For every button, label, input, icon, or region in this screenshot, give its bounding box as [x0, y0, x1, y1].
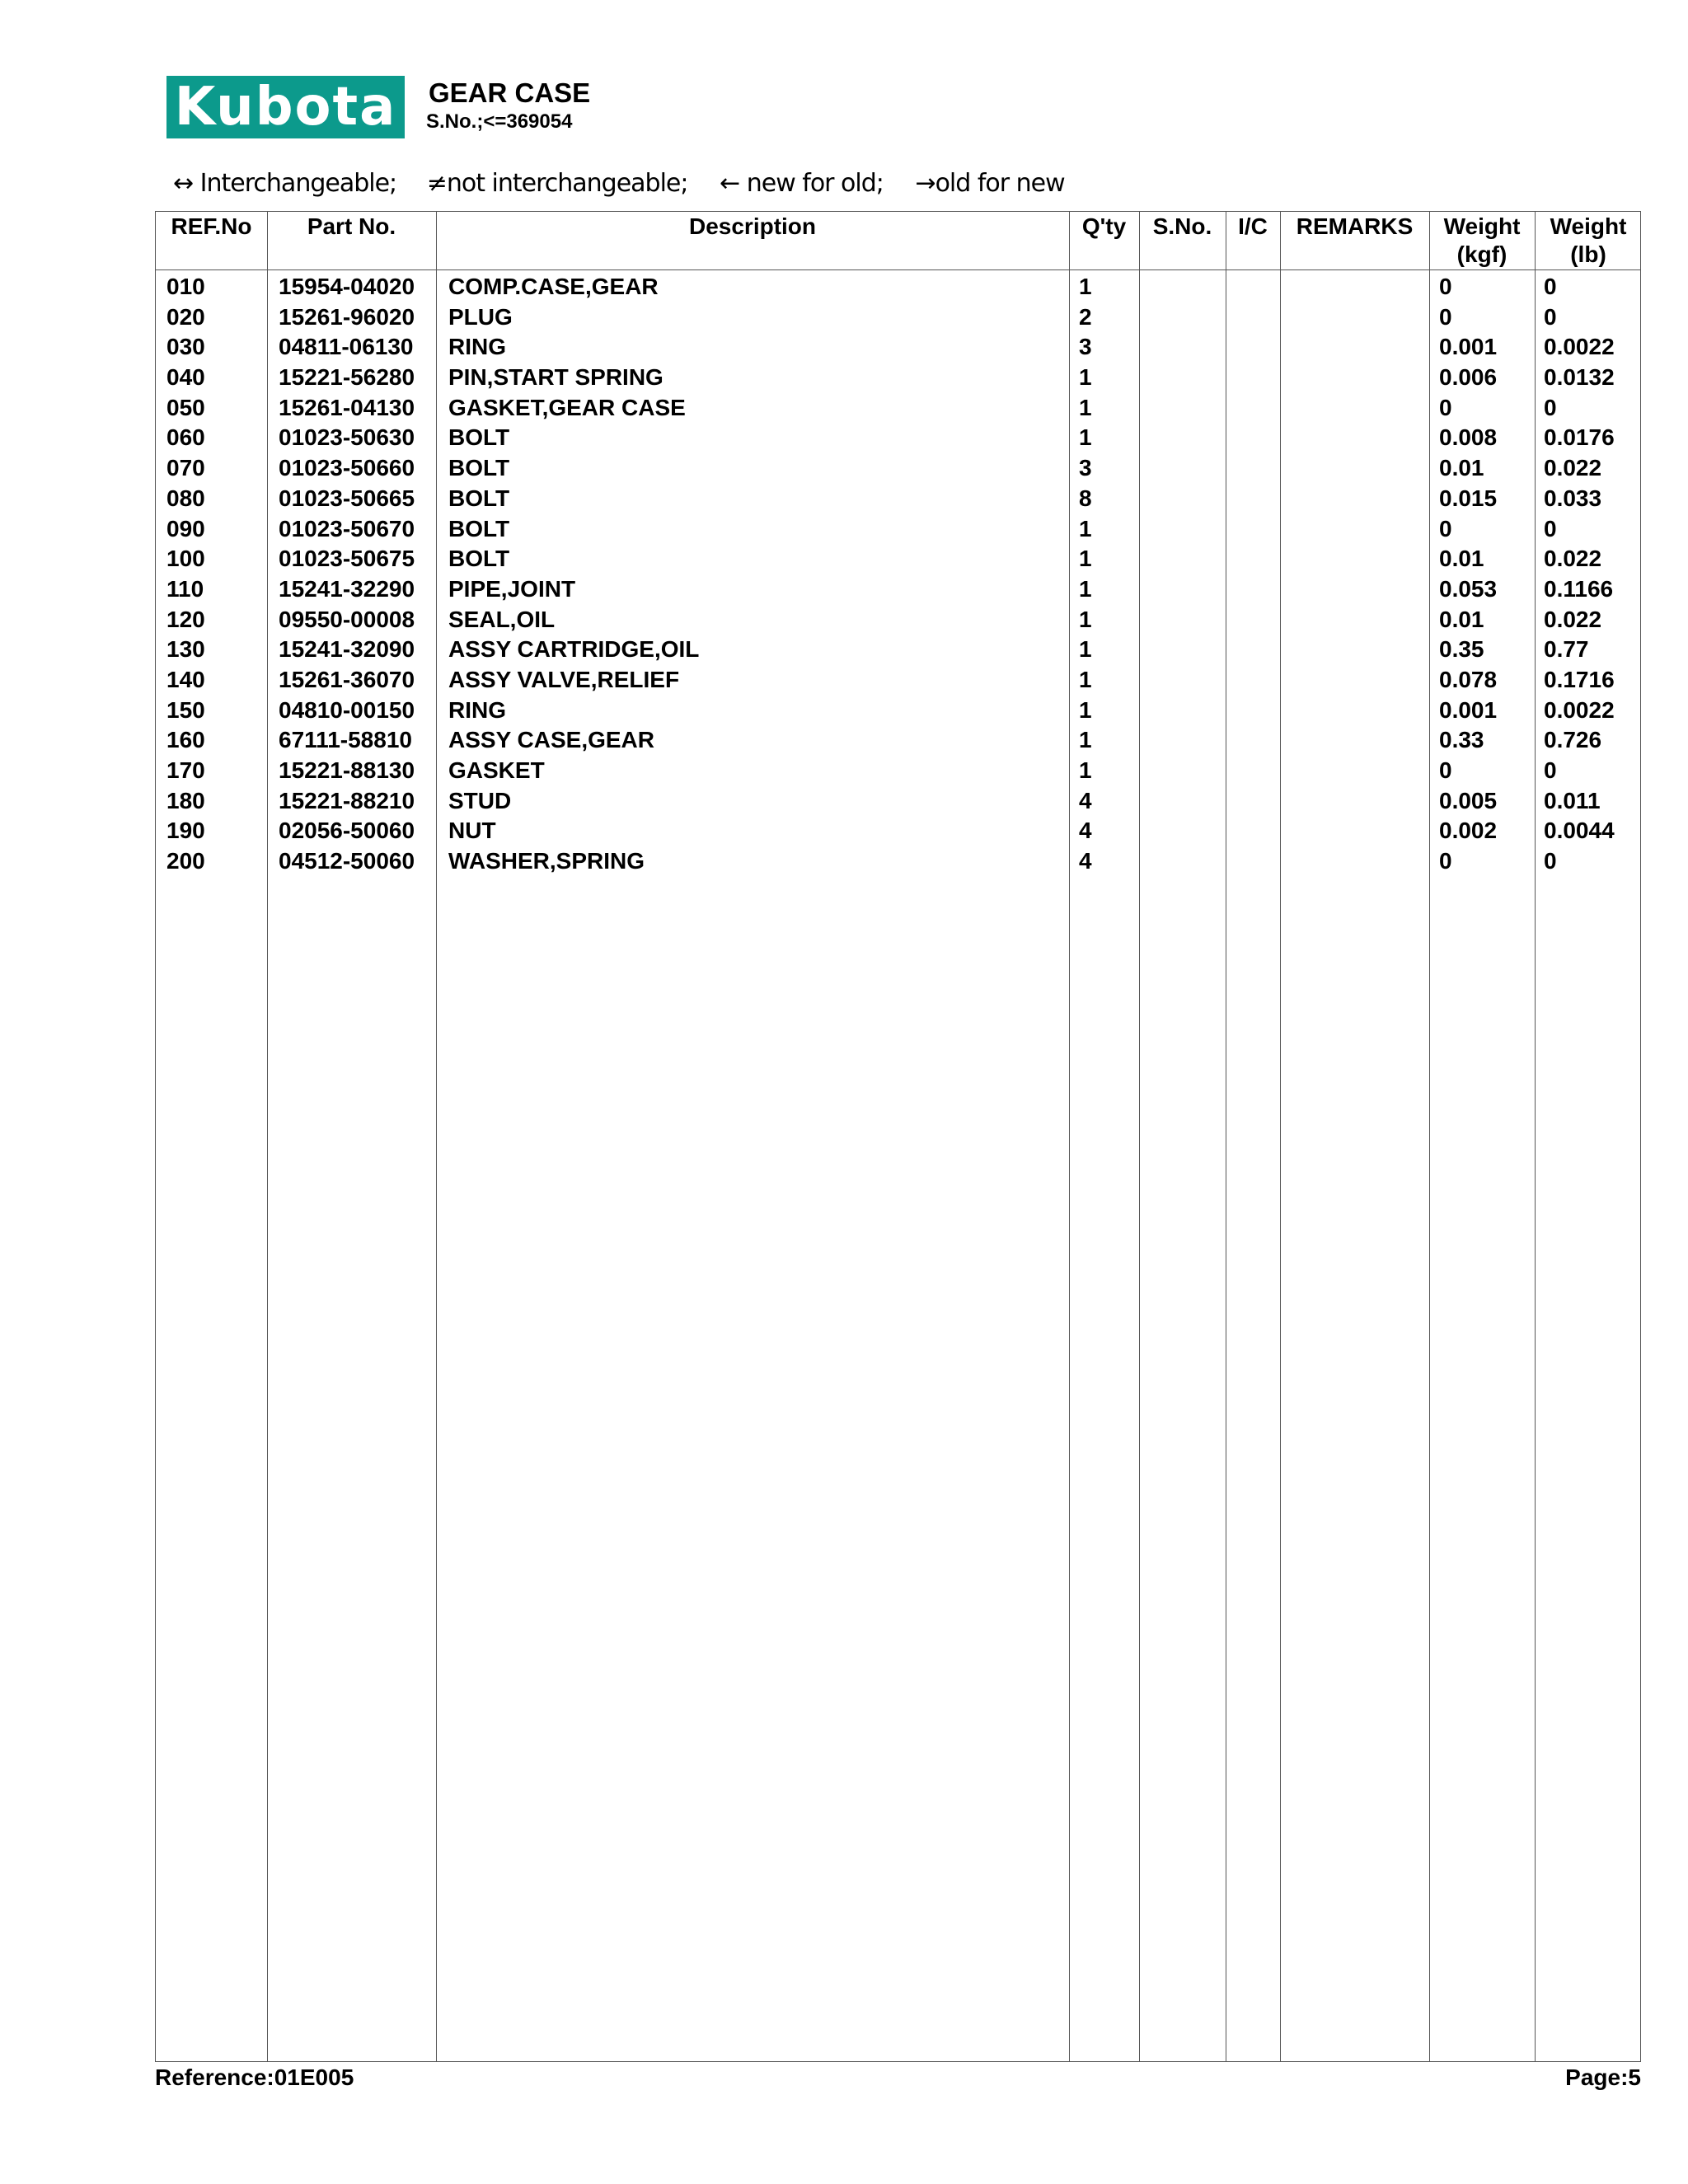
cell-kgf: 0.001 [1439, 334, 1498, 360]
cell-lb: 0.0132 [1544, 364, 1615, 391]
cell-part: 15241-32090 [279, 636, 415, 663]
page-title: GEAR CASE [429, 77, 591, 108]
cell-desc: RING [448, 334, 506, 360]
cell-ref: 170 [166, 757, 205, 783]
interchangeability-legend [173, 169, 1065, 198]
table-row [156, 512, 1640, 542]
table-row [156, 330, 1640, 360]
legend-not-interchangeable: ≠not interchangeable; [426, 169, 688, 198]
cell-qty: 1 [1079, 606, 1092, 632]
cell-desc: NUT [448, 818, 496, 844]
cell-lb: 0 [1544, 848, 1557, 874]
cell-lb: 0.0022 [1544, 696, 1615, 723]
cell-kgf: 0 [1439, 757, 1452, 783]
cell-lb: 0.0022 [1544, 334, 1615, 360]
cell-qty: 3 [1079, 334, 1092, 360]
cell-qty: 1 [1079, 575, 1092, 602]
cell-desc: ASSY CASE,GEAR [448, 727, 654, 753]
cell-kgf: 0.01 [1439, 546, 1484, 572]
cell-kgf: 0.053 [1439, 575, 1498, 602]
cell-part: 15261-36070 [279, 666, 415, 692]
cell-kgf: 0 [1439, 394, 1452, 420]
cell-qty: 1 [1079, 696, 1092, 723]
table-row [156, 784, 1640, 814]
cell-part: 15954-04020 [279, 274, 415, 299]
cell-part: 15241-32290 [279, 575, 415, 602]
cell-lb: 0.1716 [1544, 666, 1615, 692]
header-ref-no: REF.No [171, 213, 252, 239]
cell-ref: 020 [166, 303, 205, 330]
cell-part: 09550-00008 [279, 606, 415, 632]
cell-ref: 140 [166, 666, 205, 692]
legend-old-for-new: →old for new [915, 169, 1065, 198]
cell-qty: 1 [1079, 274, 1092, 299]
cell-ref: 100 [166, 546, 205, 572]
cell-part: 15221-56280 [279, 364, 415, 391]
cell-qty: 1 [1079, 364, 1092, 391]
cell-lb: 0 [1544, 394, 1557, 420]
legend-interchangeable: ↔ Interchangeable; [173, 169, 397, 198]
cell-lb: 0.77 [1544, 636, 1589, 663]
header-serial-no: S.No. [1152, 213, 1212, 239]
cell-part: 15221-88130 [279, 757, 415, 783]
header-weight-kgf-line1: Weight [1443, 213, 1521, 239]
cell-part: 01023-50675 [279, 546, 415, 572]
cell-kgf: 0.001 [1439, 696, 1498, 723]
cell-kgf: 0.01 [1439, 455, 1484, 481]
cell-kgf: 0 [1439, 303, 1452, 330]
cell-part: 04810-00150 [279, 696, 415, 723]
cell-ref: 180 [166, 787, 205, 813]
cell-lb: 0 [1544, 303, 1557, 330]
cell-desc: GASKET,GEAR CASE [448, 394, 686, 420]
table-row [156, 844, 1640, 874]
cell-ref: 120 [166, 606, 205, 632]
cell-lb: 0 [1544, 515, 1557, 541]
cell-desc: BOLT [448, 424, 510, 451]
cell-part: 01023-50630 [279, 424, 415, 451]
table-row [156, 269, 1640, 300]
cell-lb: 0.022 [1544, 546, 1602, 572]
table-row [156, 420, 1640, 451]
cell-ref: 040 [166, 364, 205, 391]
cell-lb: 0.726 [1544, 727, 1602, 753]
cell-desc: RING [448, 696, 506, 723]
cell-ref: 050 [166, 394, 205, 420]
cell-desc: COMP.CASE,GEAR [448, 274, 659, 299]
cell-kgf: 0.35 [1439, 636, 1484, 663]
cell-qty: 1 [1079, 666, 1092, 692]
cell-part: 01023-50660 [279, 455, 415, 481]
header-qty: Q'ty [1081, 213, 1127, 239]
cell-ref: 190 [166, 818, 205, 844]
cell-qty: 8 [1079, 485, 1092, 511]
cell-kgf: 0.002 [1439, 818, 1498, 844]
cell-ref: 090 [166, 515, 205, 541]
cell-qty: 1 [1079, 424, 1092, 451]
cell-lb: 0 [1544, 757, 1557, 783]
cell-desc: WASHER,SPRING [448, 848, 645, 874]
table-row [156, 602, 1640, 633]
cell-qty: 1 [1079, 515, 1092, 541]
cell-ref: 010 [166, 274, 205, 299]
kubota-logo [166, 76, 405, 138]
cell-qty: 1 [1079, 727, 1092, 753]
cell-part: 15261-96020 [279, 303, 415, 330]
table-row [156, 693, 1640, 724]
cell-ref: 070 [166, 455, 205, 481]
table-row [156, 300, 1640, 330]
cell-part: 01023-50665 [279, 485, 415, 511]
serial-range: S.No.;<=369054 [426, 110, 573, 133]
cell-desc: STUD [448, 787, 512, 813]
table-row [156, 391, 1640, 421]
cell-kgf: 0.01 [1439, 606, 1484, 632]
table-row [156, 451, 1640, 481]
cell-qty: 4 [1079, 848, 1092, 874]
header-weight-kgf-line2: (kgf) [1456, 241, 1507, 267]
cell-desc: PIN,START SPRING [448, 364, 663, 391]
cell-lb: 0.022 [1544, 455, 1602, 481]
cell-lb: 0.1166 [1544, 575, 1614, 602]
header-ic: I/C [1238, 213, 1268, 239]
reference-code: Reference:01E005 [155, 2064, 354, 2090]
header-weight-lb-line2: (lb) [1570, 241, 1606, 267]
cell-desc: GASKET [448, 757, 545, 783]
cell-qty: 1 [1079, 394, 1092, 420]
cell-lb: 0.0176 [1544, 424, 1615, 451]
cell-kgf: 0 [1439, 274, 1452, 299]
cell-qty: 4 [1079, 818, 1092, 844]
cell-qty: 2 [1079, 303, 1092, 330]
legend-new-for-old: ← new for old; [720, 169, 884, 198]
cell-desc: SEAL,OIL [448, 606, 556, 632]
table-row [156, 541, 1640, 572]
cell-ref: 160 [166, 727, 205, 753]
cell-kgf: 0.078 [1439, 666, 1498, 692]
table-row [156, 572, 1640, 602]
cell-ref: 130 [166, 636, 205, 663]
header-description: Description [688, 213, 817, 239]
header-weight-lb [1535, 212, 1642, 269]
cell-kgf: 0 [1439, 848, 1452, 874]
cell-kgf: 0.006 [1439, 364, 1498, 391]
table-row [156, 360, 1640, 391]
cell-desc: BOLT [448, 485, 510, 511]
cell-ref: 110 [166, 575, 204, 602]
cell-part: 04512-50060 [279, 848, 415, 874]
cell-qty: 3 [1079, 455, 1092, 481]
cell-kgf: 0.33 [1439, 727, 1484, 753]
cell-part: 01023-50670 [279, 515, 415, 541]
cell-ref: 030 [166, 334, 205, 360]
parts-table-body [156, 269, 1640, 874]
cell-part: 15221-88210 [279, 787, 415, 813]
cell-part: 67111-58810 [279, 727, 412, 753]
cell-qty: 4 [1079, 787, 1092, 813]
cell-part: 04811-06130 [279, 334, 414, 360]
cell-qty: 1 [1079, 636, 1092, 663]
cell-kgf: 0.008 [1439, 424, 1498, 451]
cell-part: 15261-04130 [279, 394, 415, 420]
cell-lb: 0.0044 [1544, 818, 1615, 844]
cell-ref: 080 [166, 485, 205, 511]
cell-kgf: 0 [1439, 515, 1452, 541]
cell-kgf: 0.005 [1439, 787, 1498, 813]
table-row [156, 753, 1640, 784]
cell-part: 02056-50060 [279, 818, 415, 844]
cell-qty: 1 [1079, 546, 1092, 572]
table-row [156, 813, 1640, 844]
cell-desc: BOLT [448, 515, 510, 541]
cell-desc: PIPE,JOINT [448, 575, 576, 602]
cell-desc: BOLT [448, 455, 510, 481]
parts-table [155, 211, 1641, 2062]
cell-lb: 0.011 [1544, 787, 1601, 813]
cell-lb: 0.022 [1544, 606, 1602, 632]
cell-qty: 1 [1079, 757, 1092, 783]
cell-ref: 060 [166, 424, 205, 451]
cell-desc: PLUG [448, 303, 513, 330]
cell-desc: ASSY VALVE,RELIEF [448, 666, 680, 692]
cell-ref: 200 [166, 848, 205, 874]
logo-text: Kubota [174, 77, 397, 138]
cell-desc: BOLT [448, 546, 510, 572]
cell-lb: 0 [1544, 274, 1557, 299]
header-weight-kgf [1429, 212, 1535, 269]
cell-ref: 150 [166, 696, 205, 723]
cell-desc: ASSY CARTRIDGE,OIL [448, 636, 700, 663]
header-remarks: REMARKS [1296, 213, 1414, 239]
header-part-no: Part No. [307, 213, 396, 239]
table-row [156, 481, 1640, 512]
cell-kgf: 0.015 [1439, 485, 1498, 511]
table-row [156, 663, 1640, 693]
table-row [156, 723, 1640, 753]
page-number: Page:5 [1565, 2064, 1641, 2090]
header-weight-lb-line1: Weight [1550, 213, 1627, 239]
table-row [156, 632, 1640, 663]
cell-lb: 0.033 [1544, 485, 1602, 511]
